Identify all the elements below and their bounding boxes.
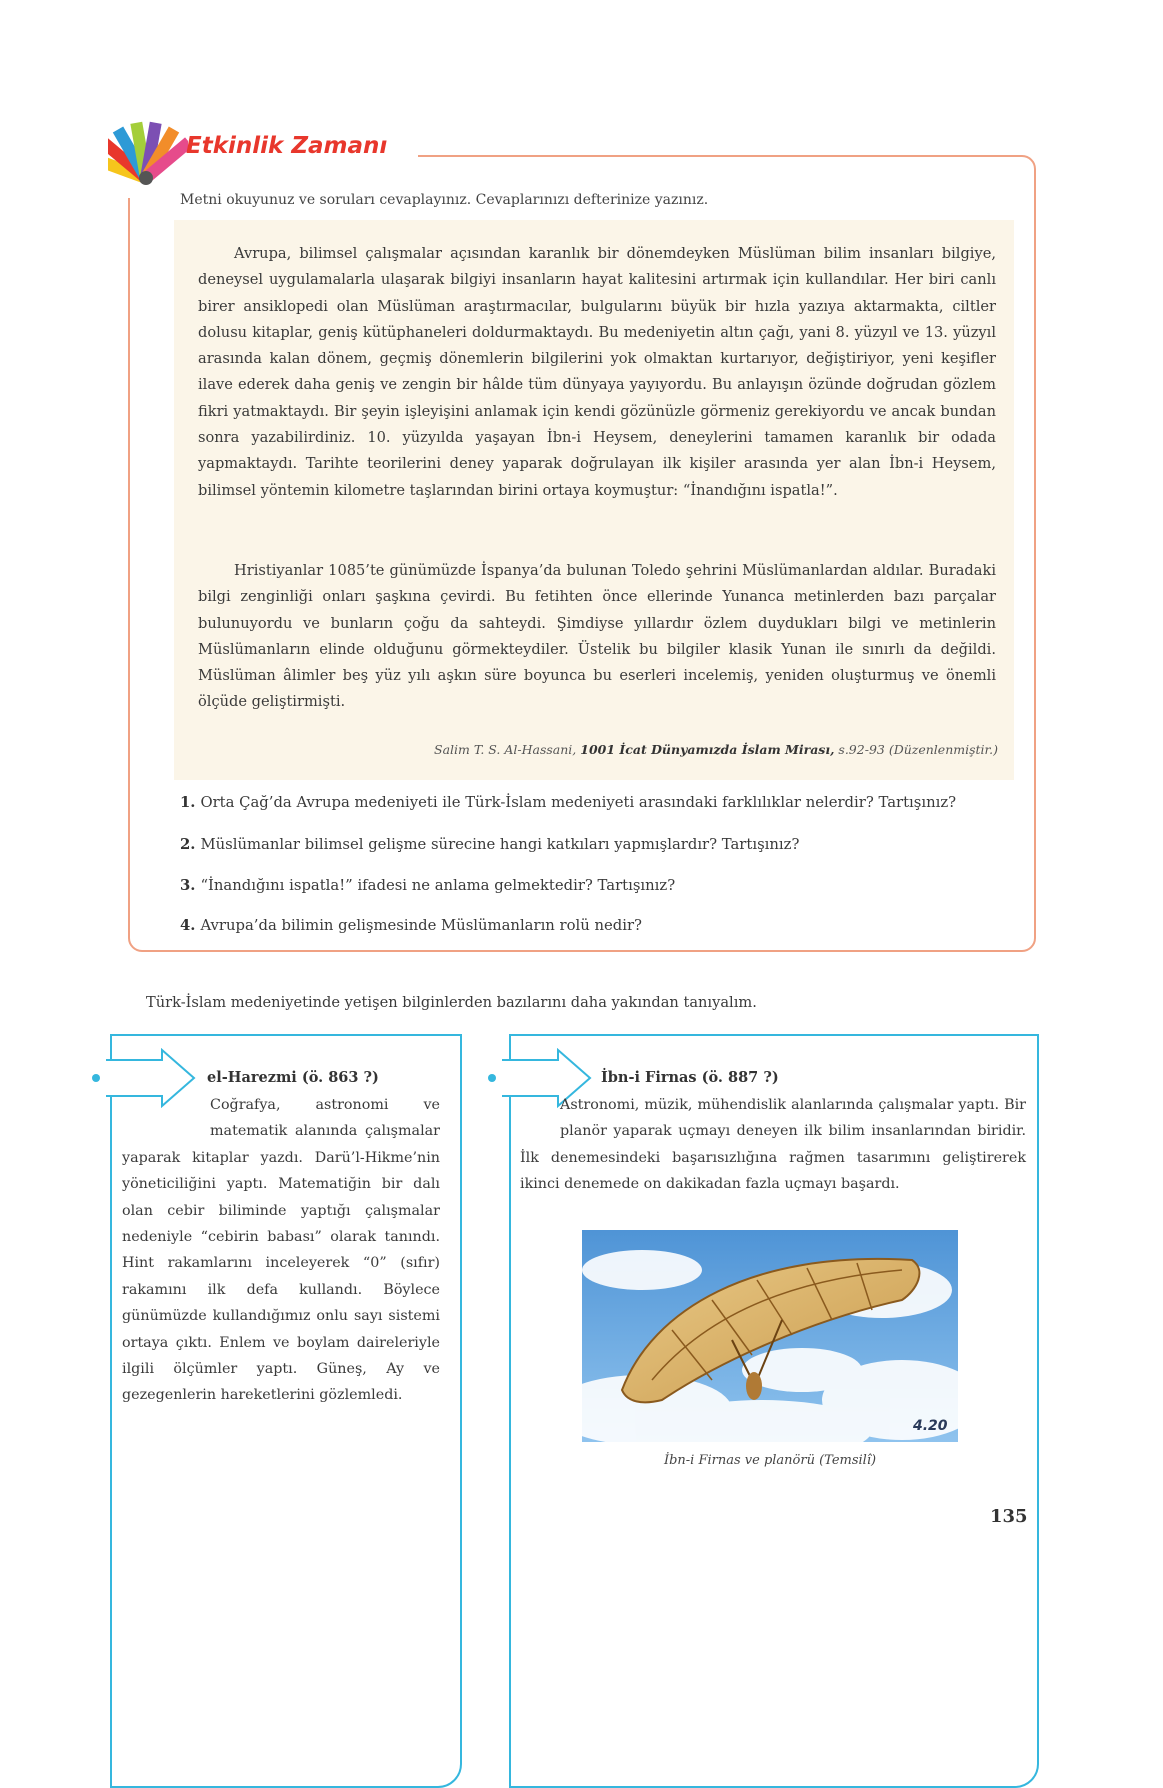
question-text: Orta Çağ’da Avrupa medeniyeti ile Türk-İslam medeniyeti arasındaki farklılıklar nelerdir? Tartışınız? (200, 794, 957, 811)
source-citation (198, 742, 998, 757)
reading-paragraph: Hristiyanlar 1085’te günümüzde İspanya’da bulunan Toledo şehrini Müslümanlardan aldılar. Buradaki bilgi zenginliği onları şaşkına çevirdi. Bu fetihten önce ellerinde Yunanca metinlerden bazı parçalar bulunuyordu ve bunların çoğu da sahteydi. Şimdiyse yıllardır özlem duydukları bilgi ve metinlerin Müslümanların elinde olduğunu görmekteydiler. Üstelik bu bilgiler klasik Yunan ile sınırlı da değildi. Müslüman âlimler beş yüz yılı aşkın süre boyunca bu eserleri incelemiş, yeniden oluşturmuş ve önemli ölçüde geliştirmişti. (198, 562, 996, 711)
question-item (180, 794, 956, 811)
scholar-name: İbn-i Firnas (ö. 887 ?) (601, 1069, 779, 1086)
question-item (180, 836, 799, 853)
question-text: Müslümanlar bilimsel gelişme sürecine hangi katkıları yapmışlardır? Tartışınız? (200, 836, 800, 853)
activity-fan-icon (108, 108, 188, 198)
scholar-description: Coğrafya, astronomi ve matematik alanında çalışmalar yaparak kitaplar yazdı. Darü’l-Hikme’nin yöneticiliğini yaptı. Matematiğin bir dalı olan cebir biliminde yaptığı çalışmalar nedeniyle “cebirin babası” olarak tanındı. Hint rakamlarını inceleyerek “0” (sıfır) rakamını ilk defa kullandı. Böylece günümüzde kullandığımız onlu sayı sistemi ortaya çıktı. Enlem ve boylam daireleriyle ilgili ölçümler yaptı. Güneş, Ay ve gezegenlerin hareketlerini gözlemledi. (122, 1097, 440, 1404)
question-number: 4. (180, 917, 196, 934)
reading-paragraph: Avrupa, bilimsel çalışmalar açısından karanlık bir dönemdeyken Müslüman bilim insanları bilgiye, deneysel uygulamalarla ulaşarak bilgiyi insanların hayat kalitesini artırmak için kullandılar. Her biri canlı birer ansiklopedi olan Müslüman araştırmacılar, bulgularını büyük bir hızla yazıya aktarmakta, ciltler dolusu kitaplar, geniş kütüphaneleri doldurmaktaydı. Bu medeniyetin altın çağı, yani 8. yüzyıl ve 13. yüzyıl arasında kalan dönem, geçmiş dönemlerin bilgilerini yok olmaktan kurtarıyor, değiştiriyor, yeni keşifler ilave ederek daha geniş ve zengin bir hâlde tüm dünyaya yayıyordu. Bu anlayışın özünde doğrudan gözlem fikri yatmaktaydı. Bir şeyin işleyişini anlamak için kendi gözünüzle görmeniz gerekiyordu ve ancak bundan sonra yazabilirdiniz. 10. yüzyılda yaşayan İbn-i Heysem, deneylerini tamamen karanlık bir odada yapmaktaydı. Tarihte teorilerini deney yaparak doğrulayan ilk kişiler arasında yer alan İbn-i Heysem, bilimsel yöntemin kilometre taşlarından birini ortaya koymuştur: “İnandığını ispatla!”. (198, 245, 996, 499)
page-number: 135 (990, 1506, 1028, 1527)
question-text: “İnandığını ispatla!” ifadesi ne anlama gelmektedir? Tartışınız? (200, 877, 676, 894)
question-item (180, 917, 642, 934)
figure-caption: İbn-i Firnas ve planörü (Temsilî) (663, 1453, 877, 1468)
citation-author: Salim T. S. Al-Hassani, (434, 742, 577, 757)
question-text: Avrupa’da bilimin gelişmesinde Müslümanların rolü nedir? (200, 917, 642, 934)
scholar-name: el-Harezmi (ö. 863 ?) (207, 1069, 379, 1086)
question-number: 3. (180, 877, 196, 894)
scholar-description: Astronomi, müzik, mühendislik alanlarında çalışmalar yaptı. Bir planör yaparak uçmayı deneyen ilk bilim insanlarından biridir. İlk denemesindeki başarısızlığına rağmen tasarımını geliştirerek ikinci denemede on dakikadan fazla uçmayı başardı. (520, 1097, 1026, 1193)
question-item (180, 877, 675, 894)
question-number: 2. (180, 836, 196, 853)
scholars-intro: Türk-İslam medeniyetinde yetişen bilginlerden bazılarını daha yakından tanıyalım. (146, 994, 757, 1011)
glider-illustration (582, 1230, 958, 1442)
citation-book: 1001 İcat Dünyamızda İslam Mirası, (580, 742, 835, 757)
citation-pages: s.92-93 (Düzenlenmiştir.) (838, 742, 998, 757)
activity-instruction: Metni okuyunuz ve soruları cevaplayınız. Cevaplarınızı defterinize yazınız. (180, 192, 709, 208)
figure-number: 4.20 (913, 1418, 948, 1434)
activity-title: Etkinlik Zamanı (186, 133, 388, 159)
question-number: 1. (180, 794, 196, 811)
